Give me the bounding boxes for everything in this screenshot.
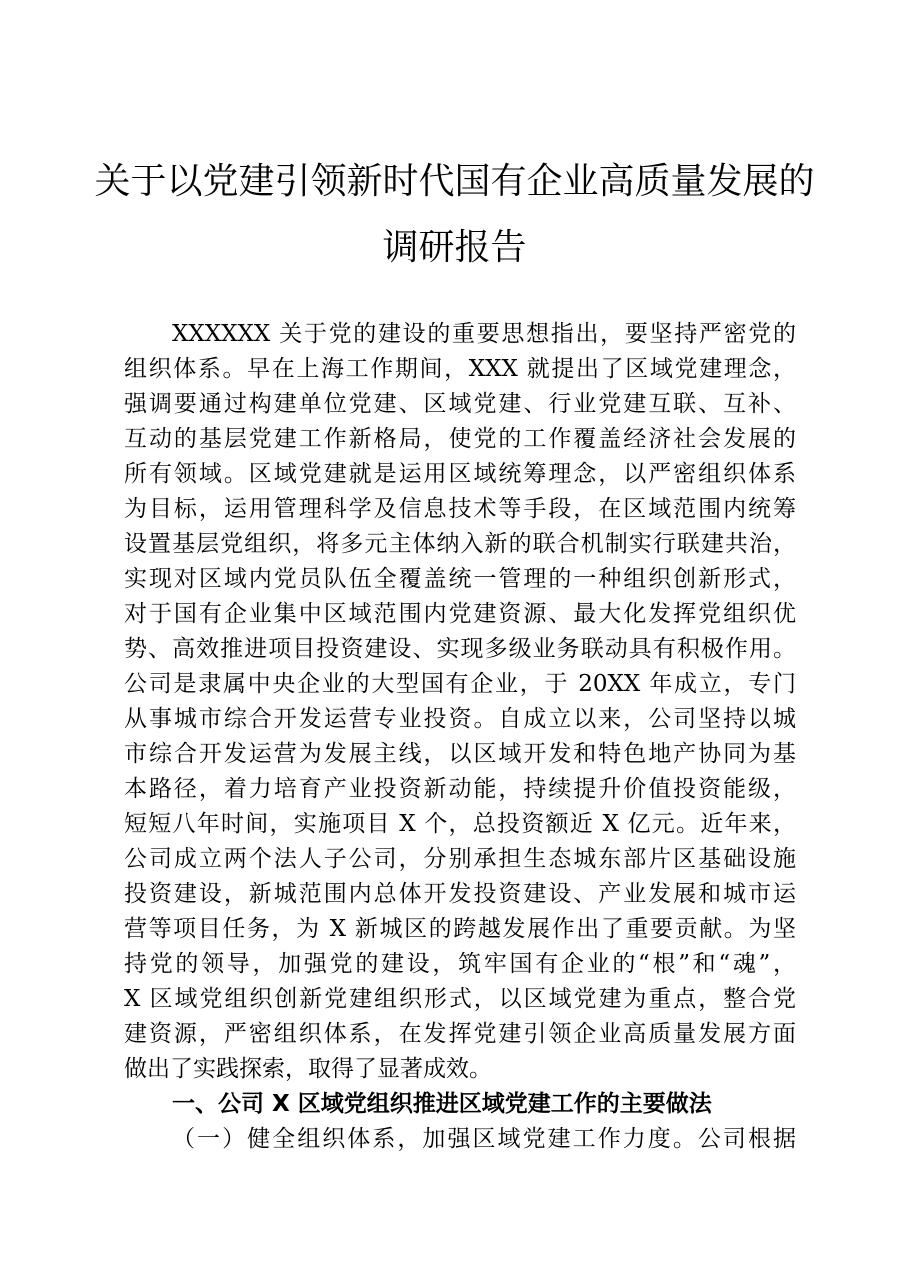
paragraph-line: 公司是隶属中央企业的大型国有企业，于 20XX 年成立，专门 <box>124 671 796 697</box>
paragraph-line: 为目标，运用管理科学及信息技术等手段，在区域范围内统筹 <box>124 496 796 522</box>
subsection-line: （一）健全组织体系，加强区域党建工作力度。公司根据 <box>172 1126 796 1152</box>
paragraph-line: XXXXXX 关于党的建设的重要思想指出，要坚持严密党的 <box>172 321 796 347</box>
paragraph-line: 短短八年时间，实施项目 X 个，总投资额近 X 亿元。近年来， <box>124 811 796 837</box>
paragraph-line: 组织体系。早在上海工作期间，XXX 就提出了区域党建理念， <box>124 356 796 382</box>
paragraph-line: 所有领域。区域党建就是运用区域统筹理念，以严密组织体系 <box>124 461 796 487</box>
paragraph-line: 营等项目任务，为 X 新城区的跨越发展作出了重要贡献。为坚 <box>124 916 796 942</box>
paragraph-line: 市综合开发运营为发展主线，以区域开发和特色地产协同为基 <box>124 741 796 767</box>
paragraph-line: 对于国有企业集中区域范围内党建资源、最大化发挥党组织优 <box>124 601 796 627</box>
section-heading: 一、公司 X 区域党组织推进区域党建工作的主要做法 <box>172 1091 712 1117</box>
paragraph-line: 投资建设，新城范围内总体开发投资建设、产业发展和城市运 <box>124 881 796 907</box>
paragraph-line: 设置基层党组织，将多元主体纳入新的联合机制实行联建共治， <box>124 531 796 557</box>
paragraph-line: X 区域党组织创新党建组织形式，以区域党建为重点，整合党 <box>124 986 796 1012</box>
paragraph-line: 互动的基层党建工作新格局，使党的工作覆盖经济社会发展的 <box>124 426 796 452</box>
paragraph-line: 建资源，严密组织体系，在发挥党建引领企业高质量发展方面 <box>124 1021 796 1047</box>
paragraph-line: 势、高效推进项目投资建设、实现多级业务联动具有积极作用。 <box>124 636 796 662</box>
paragraph-line: 强调要通过构建单位党建、区域党建、行业党建互联、互补、 <box>124 391 796 417</box>
paragraph-line: 本路径，着力培育产业投资新动能，持续提升价值投资能级， <box>124 776 796 802</box>
document-title-line-2: 调研报告 <box>382 227 527 268</box>
paragraph-line: 做出了实践探索，取得了显著成效。 <box>124 1056 492 1082</box>
paragraph-line: 从事城市综合开发运营专业投资。自成立以来，公司坚持以城 <box>124 706 796 732</box>
document-title-line-1: 关于以党建引领新时代国有企业高质量发展的 <box>94 161 815 202</box>
paragraph-line: 公司成立两个法人子公司，分别承担生态城东部片区基础设施 <box>124 846 796 872</box>
paragraph-line: 持党的领导，加强党的建设，筑牢国有企业的“根”和“魂”， <box>124 951 796 977</box>
paragraph-line: 实现对区域内党员队伍全覆盖统一管理的一种组织创新形式， <box>124 566 796 592</box>
